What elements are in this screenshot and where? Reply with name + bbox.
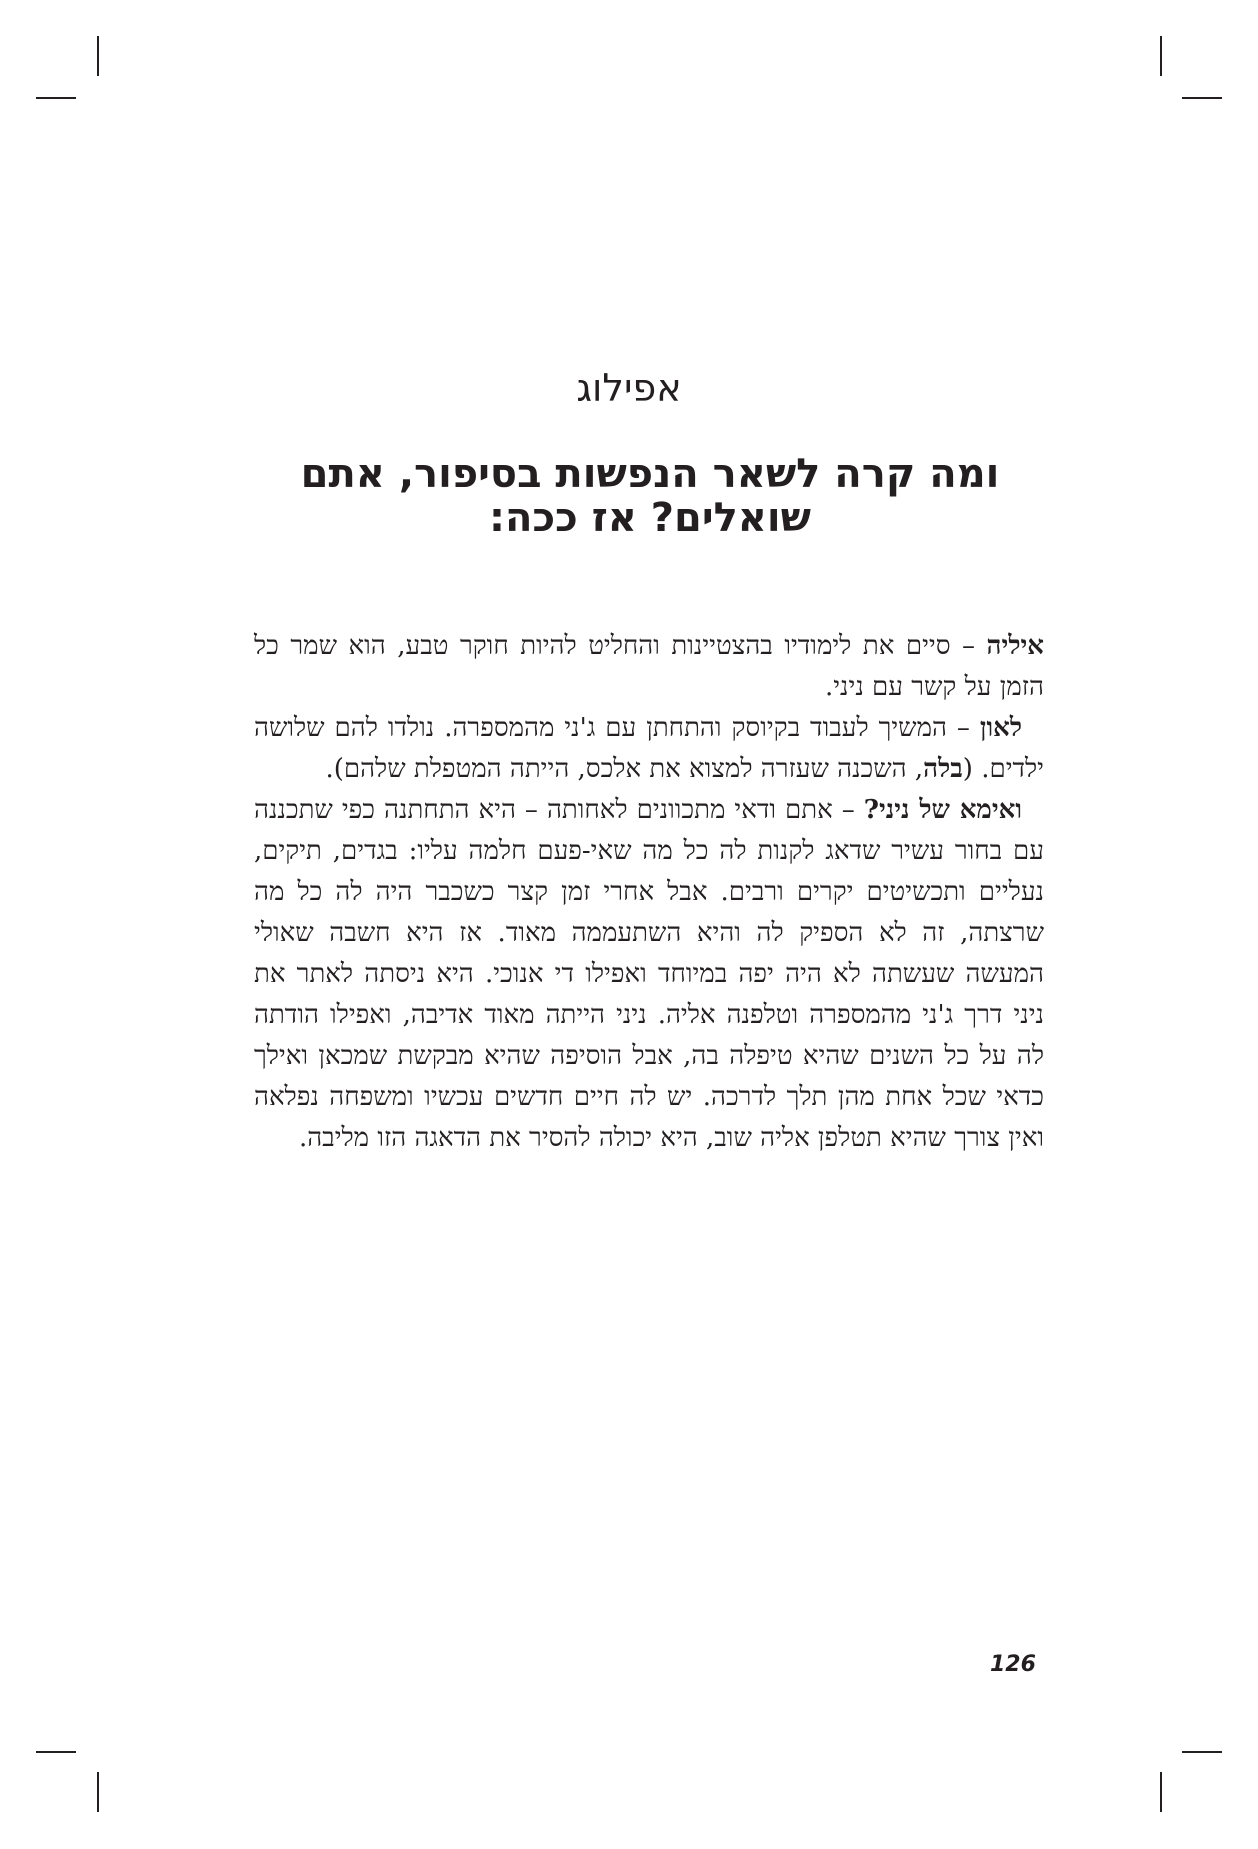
paragraph-ilya bbox=[254, 626, 1044, 708]
crop-mark bbox=[97, 1772, 99, 1812]
crop-mark bbox=[1160, 1772, 1162, 1812]
paragraph-inner-lead: בלה bbox=[923, 754, 963, 784]
paragraph-text: , השכנה שעזרה למצוא את אלכס, הייתה המטפלת שלהם). bbox=[325, 754, 924, 784]
paragraph-text: – סיים את לימודיו בהצטיינות והחליט להיות חוקר טבע, הוא שמר כל הזמן על קשר עם ניני. bbox=[254, 631, 1044, 702]
paragraph-text: – המשיך לעבוד בקיוסק והתחתן עם ג'ני מהמספרה. נולדו להם שלושה ילדים. ( bbox=[254, 713, 1044, 784]
paragraph-lead: איליה bbox=[986, 631, 1044, 661]
paragraph-text: – אתם ודאי מתכוונים לאחותה – היא התחתנה כפי שתכננה עם בחור עשיר שדאג לקנות לה כל מה שאי-פעם חלמה עליו: בגדים, תיקים, נעליים ותכשיטים יקרים ורבים. אבל אחרי זמן קצר כשכבר היה לה כל מה שרצתה, זה לא הספיק לה והיא השתעממה מאוד. אז היא חשבה שאולי המעשה שעשתה לא היה יפה במיוחד ואפילו די אנוכי. היא ניסתה לאתר את ניני דרך ג'ני מהמספרה וטלפנה אליה. ניני הייתה מאוד אדיבה, ואפילו הודתה לה על כל השנים שהיא טיפלה בה, אבל הוסיפה שהיא מבקשת שמכאן ואילך כדאי שכל אחת מהן תלך לדרכה. יש לה חיים חדשים עכשיו ומשפחה נפלאה ואין צורך שהיא תטלפן אליה שוב, היא יכולה להסיר את הדאגה הזו מליבה. bbox=[254, 795, 1044, 1153]
crop-mark bbox=[36, 97, 76, 99]
paragraph-lead: לאון bbox=[979, 713, 1022, 743]
crop-mark bbox=[1182, 97, 1222, 99]
crop-mark bbox=[36, 1751, 76, 1753]
body-text bbox=[254, 626, 1044, 1159]
paragraph-leon bbox=[254, 708, 1044, 790]
crop-mark bbox=[97, 36, 99, 76]
chapter-label: אפילוג bbox=[576, 366, 682, 410]
crop-mark bbox=[1160, 36, 1162, 76]
chapter-title: ומה קרה לשאר הנפשות בסיפור, אתם שואלים? אז ככה: bbox=[300, 451, 1000, 541]
page-number: 126 bbox=[990, 1652, 1036, 1677]
paragraph-lead: ואימא של ניני? bbox=[863, 795, 1022, 825]
crop-mark bbox=[1182, 1751, 1222, 1753]
paragraph-nini-mother bbox=[254, 790, 1044, 1159]
